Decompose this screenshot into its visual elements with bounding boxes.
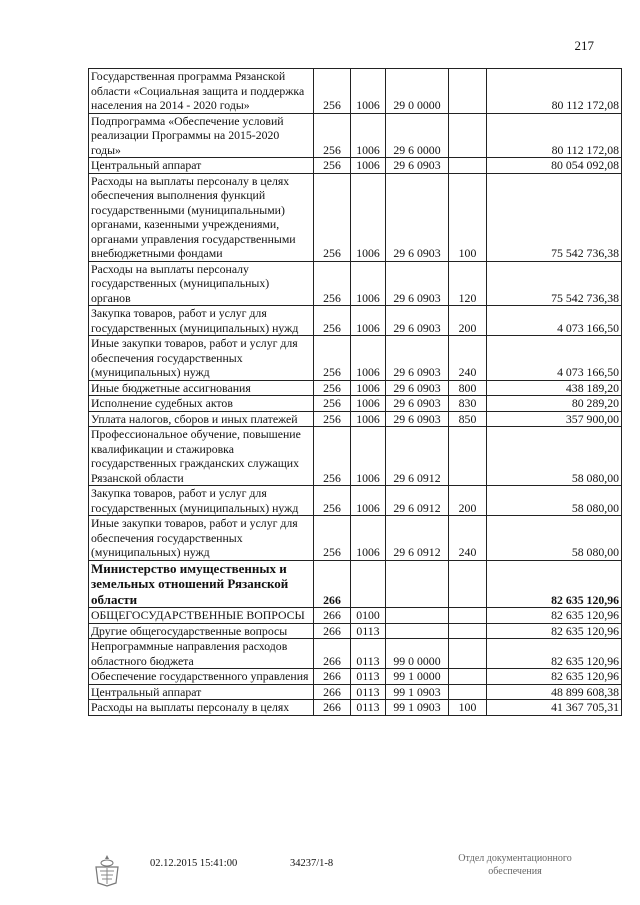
table-row: [89, 669, 622, 685]
cell-expense-kind: 850: [449, 411, 487, 427]
cell-section-code: 1006: [351, 516, 386, 561]
cell-item-code: 99 1 0903: [386, 700, 449, 716]
cell-item-code: 29 6 0903: [386, 380, 449, 396]
cell-name: Уплата налогов, сборов и иных платежей: [89, 411, 314, 427]
cell-org-code: 256: [314, 486, 351, 516]
cell-section-code: 1006: [351, 427, 386, 486]
cell-section-code: 0113: [351, 669, 386, 685]
cell-amount: 438 189,20: [487, 380, 622, 396]
cell-expense-kind: [449, 158, 487, 174]
cell-name: Иные закупки товаров, работ и услуг для обеспечения государственных (муниципальных) нужд: [89, 516, 314, 561]
cell-expense-kind: 830: [449, 396, 487, 412]
table-row: [89, 380, 622, 396]
cell-org-code: 256: [314, 173, 351, 261]
table-row: [89, 623, 622, 639]
cell-amount: 75 542 736,38: [487, 261, 622, 306]
cell-item-code: 29 6 0903: [386, 306, 449, 336]
cell-org-code: 256: [314, 158, 351, 174]
cell-org-code: 256: [314, 411, 351, 427]
cell-item-code: 29 6 0903: [386, 261, 449, 306]
cell-name: Центральный аппарат: [89, 158, 314, 174]
footer-doc-code: 34237/1-8: [290, 858, 334, 869]
table-row: [89, 608, 622, 624]
budget-table-body: [89, 69, 622, 716]
cell-section-code: 0113: [351, 639, 386, 669]
cell-item-code: 29 6 0000: [386, 113, 449, 158]
cell-item-code: [386, 560, 449, 608]
cell-org-code: 256: [314, 69, 351, 114]
cell-amount: 80 289,20: [487, 396, 622, 412]
cell-expense-kind: 200: [449, 486, 487, 516]
cell-item-code: 99 1 0903: [386, 684, 449, 700]
table-row: [89, 486, 622, 516]
cell-name: Непрограммные направления расходов областного бюджета: [89, 639, 314, 669]
cell-item-code: [386, 623, 449, 639]
cell-name: Центральный аппарат: [89, 684, 314, 700]
cell-section-code: 1006: [351, 158, 386, 174]
cell-section-code: 1006: [351, 336, 386, 381]
cell-item-code: 99 1 0000: [386, 669, 449, 685]
cell-name: ОБЩЕГОСУДАРСТВЕННЫЕ ВОПРОСЫ: [89, 608, 314, 624]
cell-section-code: 0113: [351, 684, 386, 700]
cell-item-code: 29 6 0903: [386, 336, 449, 381]
cell-amount: 80 112 172,08: [487, 69, 622, 114]
cell-expense-kind: [449, 684, 487, 700]
cell-amount: 41 367 705,31: [487, 700, 622, 716]
coat-of-arms-icon: [92, 853, 122, 887]
footer-dept-line2: обеспечения: [488, 866, 542, 877]
cell-name: Расходы на выплаты персоналу в целях: [89, 700, 314, 716]
cell-amount: 48 899 608,38: [487, 684, 622, 700]
cell-item-code: 29 6 0903: [386, 173, 449, 261]
cell-section-code: 1006: [351, 380, 386, 396]
cell-expense-kind: [449, 113, 487, 158]
cell-item-code: 29 6 0903: [386, 158, 449, 174]
cell-amount: 58 080,00: [487, 427, 622, 486]
cell-amount: 82 635 120,96: [487, 639, 622, 669]
cell-name: Обеспечение государственного управления: [89, 669, 314, 685]
cell-item-code: 29 0 0000: [386, 69, 449, 114]
cell-expense-kind: 800: [449, 380, 487, 396]
cell-org-code: 266: [314, 700, 351, 716]
table-row: [89, 639, 622, 669]
cell-name: Министерство имущественных и земельных отношений Рязанской области: [89, 560, 314, 608]
cell-org-code: 256: [314, 336, 351, 381]
cell-org-code: 266: [314, 560, 351, 608]
cell-section-code: 1006: [351, 69, 386, 114]
cell-expense-kind: [449, 427, 487, 486]
cell-name: Исполнение судебных актов: [89, 396, 314, 412]
cell-item-code: 29 6 0912: [386, 516, 449, 561]
cell-section-code: 1006: [351, 411, 386, 427]
cell-name: Расходы на выплаты персоналу в целях обеспечения выполнения функций государственными (муниципальными) органами, казенными учреждениями, органами управления государственными внебюджетными фондами: [89, 173, 314, 261]
cell-expense-kind: 100: [449, 700, 487, 716]
cell-amount: 82 635 120,96: [487, 608, 622, 624]
cell-name: Закупка товаров, работ и услуг для государственных (муниципальных) нужд: [89, 486, 314, 516]
table-row: [89, 306, 622, 336]
cell-section-code: 1006: [351, 261, 386, 306]
cell-item-code: 29 6 0903: [386, 411, 449, 427]
table-row: [89, 261, 622, 306]
table-row: [89, 684, 622, 700]
cell-name: Другие общегосударственные вопросы: [89, 623, 314, 639]
cell-section-code: 0100: [351, 608, 386, 624]
cell-amount: 82 635 120,96: [487, 560, 622, 608]
cell-amount: 357 900,00: [487, 411, 622, 427]
table-row: [89, 69, 622, 114]
cell-name: Иные закупки товаров, работ и услуг для обеспечения государственных (муниципальных) нужд: [89, 336, 314, 381]
table-row: [89, 411, 622, 427]
cell-amount: 82 635 120,96: [487, 669, 622, 685]
cell-name: Иные бюджетные ассигнования: [89, 380, 314, 396]
cell-section-code: 1006: [351, 486, 386, 516]
cell-org-code: 256: [314, 516, 351, 561]
table-row: [89, 173, 622, 261]
table-row: [89, 427, 622, 486]
table-row: [89, 158, 622, 174]
cell-section-code: 0113: [351, 623, 386, 639]
cell-amount: 58 080,00: [487, 516, 622, 561]
table-row: [89, 700, 622, 716]
footer-dept-line1: Отдел документационного: [458, 853, 572, 864]
cell-item-code: 29 6 0912: [386, 427, 449, 486]
cell-expense-kind: [449, 623, 487, 639]
cell-section-code: 0113: [351, 700, 386, 716]
cell-name: Расходы на выплаты персоналу государственных (муниципальных) органов: [89, 261, 314, 306]
cell-expense-kind: 240: [449, 336, 487, 381]
cell-expense-kind: 200: [449, 306, 487, 336]
cell-amount: 4 073 166,50: [487, 336, 622, 381]
cell-expense-kind: 240: [449, 516, 487, 561]
cell-org-code: 256: [314, 380, 351, 396]
cell-item-code: [386, 608, 449, 624]
cell-item-code: 29 6 0912: [386, 486, 449, 516]
footer-department-stamp: [440, 852, 590, 878]
cell-amount: 80 112 172,08: [487, 113, 622, 158]
table-row: [89, 560, 622, 608]
cell-expense-kind: [449, 669, 487, 685]
cell-section-code: [351, 560, 386, 608]
cell-expense-kind: [449, 560, 487, 608]
table-row: [89, 516, 622, 561]
cell-name: Закупка товаров, работ и услуг для государственных (муниципальных) нужд: [89, 306, 314, 336]
cell-expense-kind: 120: [449, 261, 487, 306]
cell-org-code: 256: [314, 306, 351, 336]
cell-section-code: 1006: [351, 173, 386, 261]
cell-org-code: 266: [314, 669, 351, 685]
cell-item-code: 99 0 0000: [386, 639, 449, 669]
cell-section-code: 1006: [351, 306, 386, 336]
cell-expense-kind: 100: [449, 173, 487, 261]
cell-org-code: 266: [314, 639, 351, 669]
page-number: 217: [574, 38, 594, 53]
cell-section-code: 1006: [351, 396, 386, 412]
cell-section-code: 1006: [351, 113, 386, 158]
cell-amount: 4 073 166,50: [487, 306, 622, 336]
table-row: [89, 336, 622, 381]
cell-org-code: 256: [314, 113, 351, 158]
cell-org-code: 266: [314, 608, 351, 624]
footer-datetime: 02.12.2015 15:41:00: [150, 858, 238, 869]
cell-amount: 80 054 092,08: [487, 158, 622, 174]
cell-name: Подпрограмма «Обеспечение условий реализации Программы на 2015-2020 годы»: [89, 113, 314, 158]
cell-expense-kind: [449, 639, 487, 669]
cell-org-code: 256: [314, 261, 351, 306]
cell-name: Профессиональное обучение, повышение квалификации и стажировка государственных гражданских служащих Рязанской области: [89, 427, 314, 486]
cell-amount: 58 080,00: [487, 486, 622, 516]
table-row: [89, 113, 622, 158]
cell-name: Государственная программа Рязанской области «Социальная защита и поддержка населения на 2014 - 2020 годы»: [89, 69, 314, 114]
budget-table: [88, 68, 622, 716]
cell-expense-kind: [449, 69, 487, 114]
cell-org-code: 256: [314, 396, 351, 412]
cell-amount: 82 635 120,96: [487, 623, 622, 639]
cell-amount: 75 542 736,38: [487, 173, 622, 261]
cell-org-code: 266: [314, 684, 351, 700]
table-row: [89, 396, 622, 412]
cell-org-code: 256: [314, 427, 351, 486]
cell-item-code: 29 6 0903: [386, 396, 449, 412]
cell-org-code: 266: [314, 623, 351, 639]
cell-expense-kind: [449, 608, 487, 624]
